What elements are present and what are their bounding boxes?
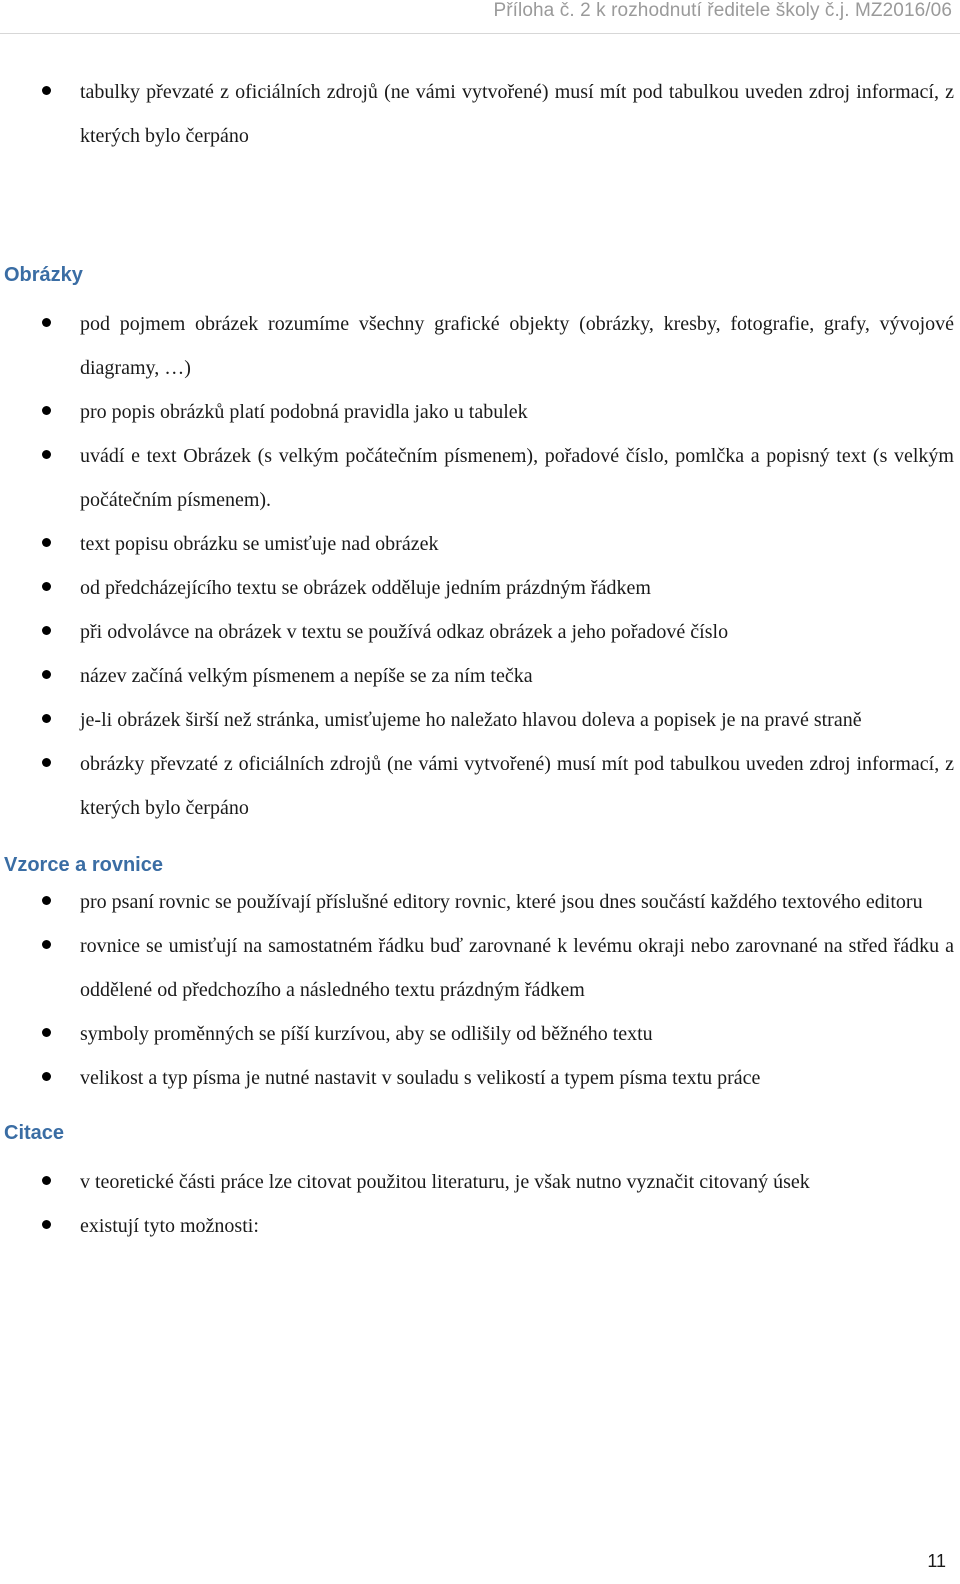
list-item-text: pod pojmem obrázek rozumíme všechny grafické objekty (obrázky, kresby, fotografie, grafy, vývojové diagramy, …) — [80, 313, 954, 379]
list-item-text: uvádí e text Obrázek (s velkým počátečním písmenem), pořadové číslo, pomlčka a popisný text (s velkým počátečním písmenem). — [80, 445, 954, 511]
list-item-text: při odvolávce na obrázek v textu se používá odkaz obrázek a jeho pořadové číslo — [80, 621, 729, 643]
list-item — [0, 566, 960, 610]
bullet-icon — [42, 1176, 51, 1185]
bullet-icon — [42, 1072, 51, 1081]
intro-list — [0, 70, 960, 158]
citace-list — [0, 1160, 960, 1248]
vzorce-list — [0, 880, 960, 1100]
bullet-icon — [42, 1220, 51, 1229]
bullet-icon — [42, 406, 51, 415]
list-item — [0, 880, 960, 924]
page-number: 11 — [927, 1551, 946, 1571]
section-heading-obrazky: Obrázky — [4, 264, 83, 286]
bullet-icon — [42, 896, 51, 905]
list-item-text: obrázky převzaté z oficiálních zdrojů (ne vámi vytvořené) musí mít pod tabulkou uveden zdroj informací, z kterých bylo čerpáno — [80, 753, 954, 819]
obrazky-list — [0, 302, 960, 830]
list-item — [0, 610, 960, 654]
list-item — [0, 302, 960, 390]
page-header: Příloha č. 2 k rozhodnutí ředitele školy č.j. MZ2016/06 — [493, 0, 952, 21]
bullet-icon — [42, 758, 51, 767]
list-item-text: název začíná velkým písmenem a nepíše se za ním tečka — [80, 665, 533, 687]
list-item-text: pro popis obrázků platí podobná pravidla jako u tabulek — [80, 401, 528, 423]
bullet-icon — [42, 1028, 51, 1037]
list-item — [0, 1056, 960, 1100]
bullet-icon — [42, 940, 51, 949]
list-item — [0, 924, 960, 1012]
list-item — [0, 522, 960, 566]
list-item — [0, 1012, 960, 1056]
list-item-text: v teoretické části práce lze citovat použitou literaturu, je však nutno vyznačit citovaný úsek — [80, 1171, 810, 1193]
list-item — [0, 1204, 960, 1248]
list-item — [0, 742, 960, 830]
header-divider — [0, 33, 960, 34]
document-body — [0, 70, 960, 1248]
list-item-text: pro psaní rovnic se používají příslušné editory rovnic, které jsou dnes součástí každého textového editoru — [80, 891, 923, 913]
bullet-icon — [42, 318, 51, 327]
section-heading-vzorce: Vzorce a rovnice — [4, 854, 163, 876]
list-item — [0, 434, 960, 522]
list-item-text: tabulky převzaté z oficiálních zdrojů (ne vámi vytvořené) musí mít pod tabulkou uveden zdroj informací, z kterých bylo čerpáno — [80, 81, 954, 147]
list-item — [0, 390, 960, 434]
list-item-text: symboly proměnných se píší kurzívou, aby se odlišily od běžného textu — [80, 1023, 653, 1045]
bullet-icon — [42, 538, 51, 547]
list-item-text: je-li obrázek širší než stránka, umisťujeme ho naležato hlavou doleva a popisek je na pravé straně — [80, 709, 862, 731]
list-item — [0, 654, 960, 698]
list-item — [0, 698, 960, 742]
list-item — [0, 1160, 960, 1204]
bullet-icon — [42, 86, 51, 95]
bullet-icon — [42, 670, 51, 679]
list-item — [0, 70, 960, 158]
bullet-icon — [42, 582, 51, 591]
list-item-text: rovnice se umisťují na samostatném řádku buď zarovnané k levému okraji nebo zarovnané na střed řádku a oddělené od předchozího a následného textu prázdným řádkem — [80, 935, 954, 1001]
list-item-text: od předcházejícího textu se obrázek odděluje jedním prázdným řádkem — [80, 577, 651, 599]
bullet-icon — [42, 626, 51, 635]
list-item-text: text popisu obrázku se umisťuje nad obrázek — [80, 533, 439, 555]
section-heading-citace: Citace — [4, 1122, 65, 1144]
bullet-icon — [42, 714, 51, 723]
bullet-icon — [42, 450, 51, 459]
list-item-text: velikost a typ písma je nutné nastavit v souladu s velikostí a typem písma textu práce — [80, 1067, 761, 1089]
list-item-text: existují tyto možnosti: — [80, 1215, 259, 1237]
